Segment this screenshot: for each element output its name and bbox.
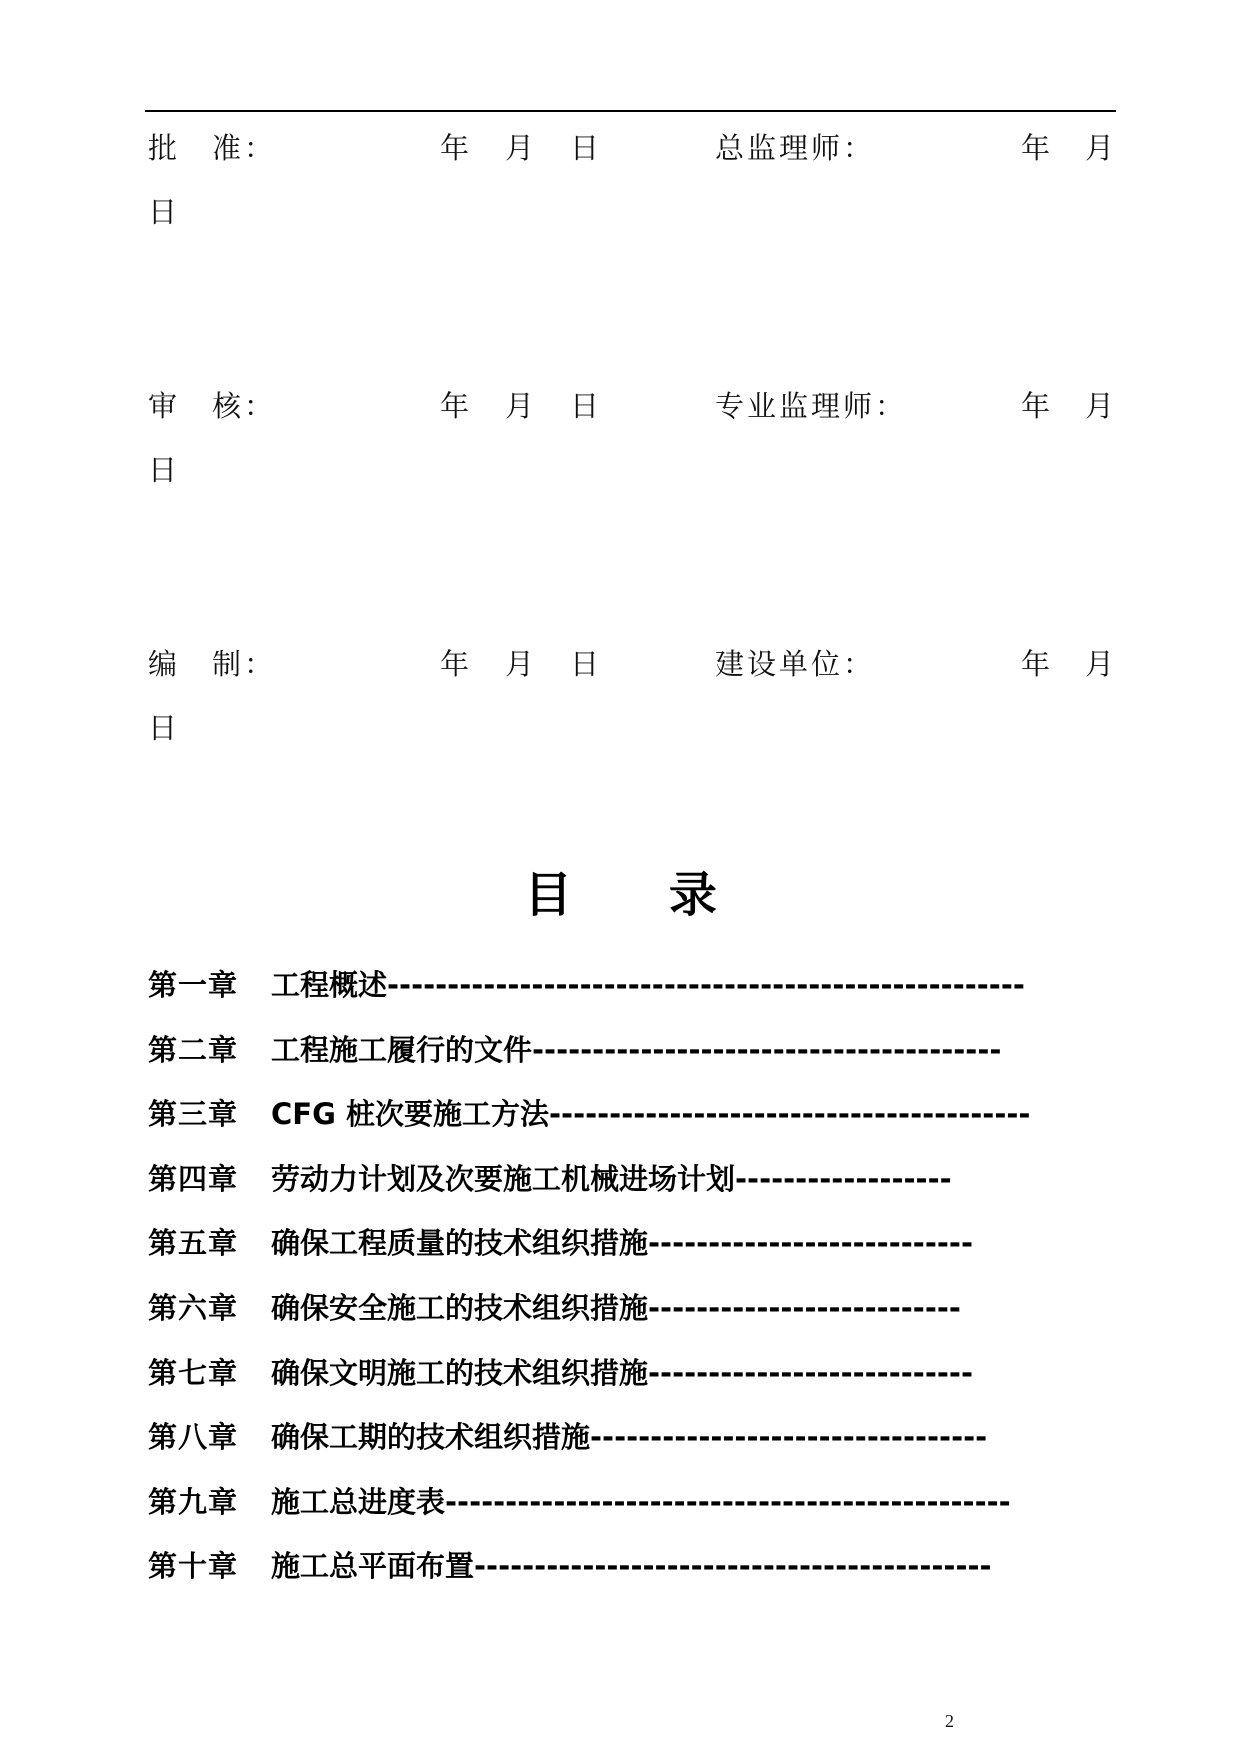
year2-label: 年 bbox=[1021, 389, 1054, 423]
toc-item[interactable] bbox=[148, 1417, 988, 1482]
toc-text: 确保安全施工的技术组织措施-------------------------- bbox=[271, 1290, 961, 1325]
month-label: 月 bbox=[505, 131, 538, 165]
month-label: 月 bbox=[505, 389, 538, 423]
toc-text: 工程施工履行的文件--------------------------------------- bbox=[271, 1032, 1002, 1067]
role-label: 编 制： bbox=[148, 647, 277, 681]
month2-label: 月 bbox=[1085, 647, 1118, 681]
role2-label: 建设单位： bbox=[715, 647, 876, 681]
year-label: 年 bbox=[440, 647, 473, 681]
toc-item[interactable] bbox=[148, 1159, 978, 1224]
toc-chapter: 第八章 bbox=[148, 1420, 239, 1455]
toc-text: 工程概述----------------------------------------------------- bbox=[271, 968, 1025, 1002]
day-label: 日 bbox=[570, 389, 603, 423]
day-label: 日 bbox=[570, 131, 603, 165]
toc-item[interactable] bbox=[148, 1288, 978, 1353]
month-label: 月 bbox=[505, 647, 538, 681]
toc-item[interactable] bbox=[148, 1094, 1031, 1159]
toc-item[interactable] bbox=[148, 965, 1025, 1030]
toc-text: 确保文明施工的技术组织措施--------------------------- bbox=[271, 1355, 973, 1390]
toc-text: CFG 桩次要施工方法---------------------------------------- bbox=[271, 1097, 1031, 1132]
toc-chapter: 第二章 bbox=[148, 1032, 239, 1067]
toc-chapter: 第十章 bbox=[148, 1549, 239, 1584]
toc-chapter: 第四章 bbox=[148, 1161, 239, 1196]
day2-label: 日 bbox=[148, 711, 181, 745]
page-number: 2 bbox=[945, 1711, 954, 1731]
toc-text: 施工总平面布置------------------------------------------- bbox=[271, 1549, 992, 1584]
role-label: 审 核： bbox=[148, 389, 277, 423]
month2-label: 月 bbox=[1085, 131, 1118, 165]
toc-list bbox=[148, 965, 1031, 1611]
role-label: 批 准： bbox=[148, 131, 277, 165]
toc-chapter: 第三章 bbox=[148, 1097, 239, 1132]
toc-text: 施工总进度表----------------------------------------------- bbox=[271, 1484, 1011, 1519]
day-label: 日 bbox=[570, 647, 603, 681]
role2-label: 专业监理师： bbox=[715, 389, 908, 423]
signature-row-compile bbox=[0, 646, 1241, 776]
role2-label: 总监理师： bbox=[715, 131, 876, 165]
toc-text: 确保工程质量的技术组织措施--------------------------- bbox=[271, 1226, 973, 1261]
toc-chapter: 第六章 bbox=[148, 1290, 239, 1325]
header-rule bbox=[145, 110, 1116, 112]
toc-item[interactable] bbox=[148, 1223, 978, 1288]
toc-item[interactable] bbox=[148, 1353, 978, 1418]
toc-chapter: 第七章 bbox=[148, 1355, 239, 1390]
signature-row-approve bbox=[0, 130, 1241, 260]
year-label: 年 bbox=[440, 131, 473, 165]
year-label: 年 bbox=[440, 389, 473, 423]
toc-item[interactable] bbox=[148, 1482, 1011, 1547]
day2-label: 日 bbox=[148, 453, 181, 487]
toc-chapter: 第九章 bbox=[148, 1484, 239, 1519]
toc-item[interactable] bbox=[148, 1546, 992, 1611]
signature-row-review bbox=[0, 388, 1241, 518]
year2-label: 年 bbox=[1021, 131, 1054, 165]
day2-label: 日 bbox=[148, 195, 181, 229]
year2-label: 年 bbox=[1021, 647, 1054, 681]
toc-chapter: 第一章 bbox=[148, 968, 239, 1002]
toc-text: 劳动力计划及次要施工机械进场计划------------------ bbox=[271, 1161, 952, 1196]
toc-chapter: 第五章 bbox=[148, 1226, 239, 1261]
toc-item[interactable] bbox=[148, 1030, 1002, 1095]
month2-label: 月 bbox=[1085, 389, 1118, 423]
toc-title: 目 录 bbox=[524, 867, 717, 923]
toc-text: 确保工期的技术组织措施--------------------------------- bbox=[271, 1420, 988, 1455]
